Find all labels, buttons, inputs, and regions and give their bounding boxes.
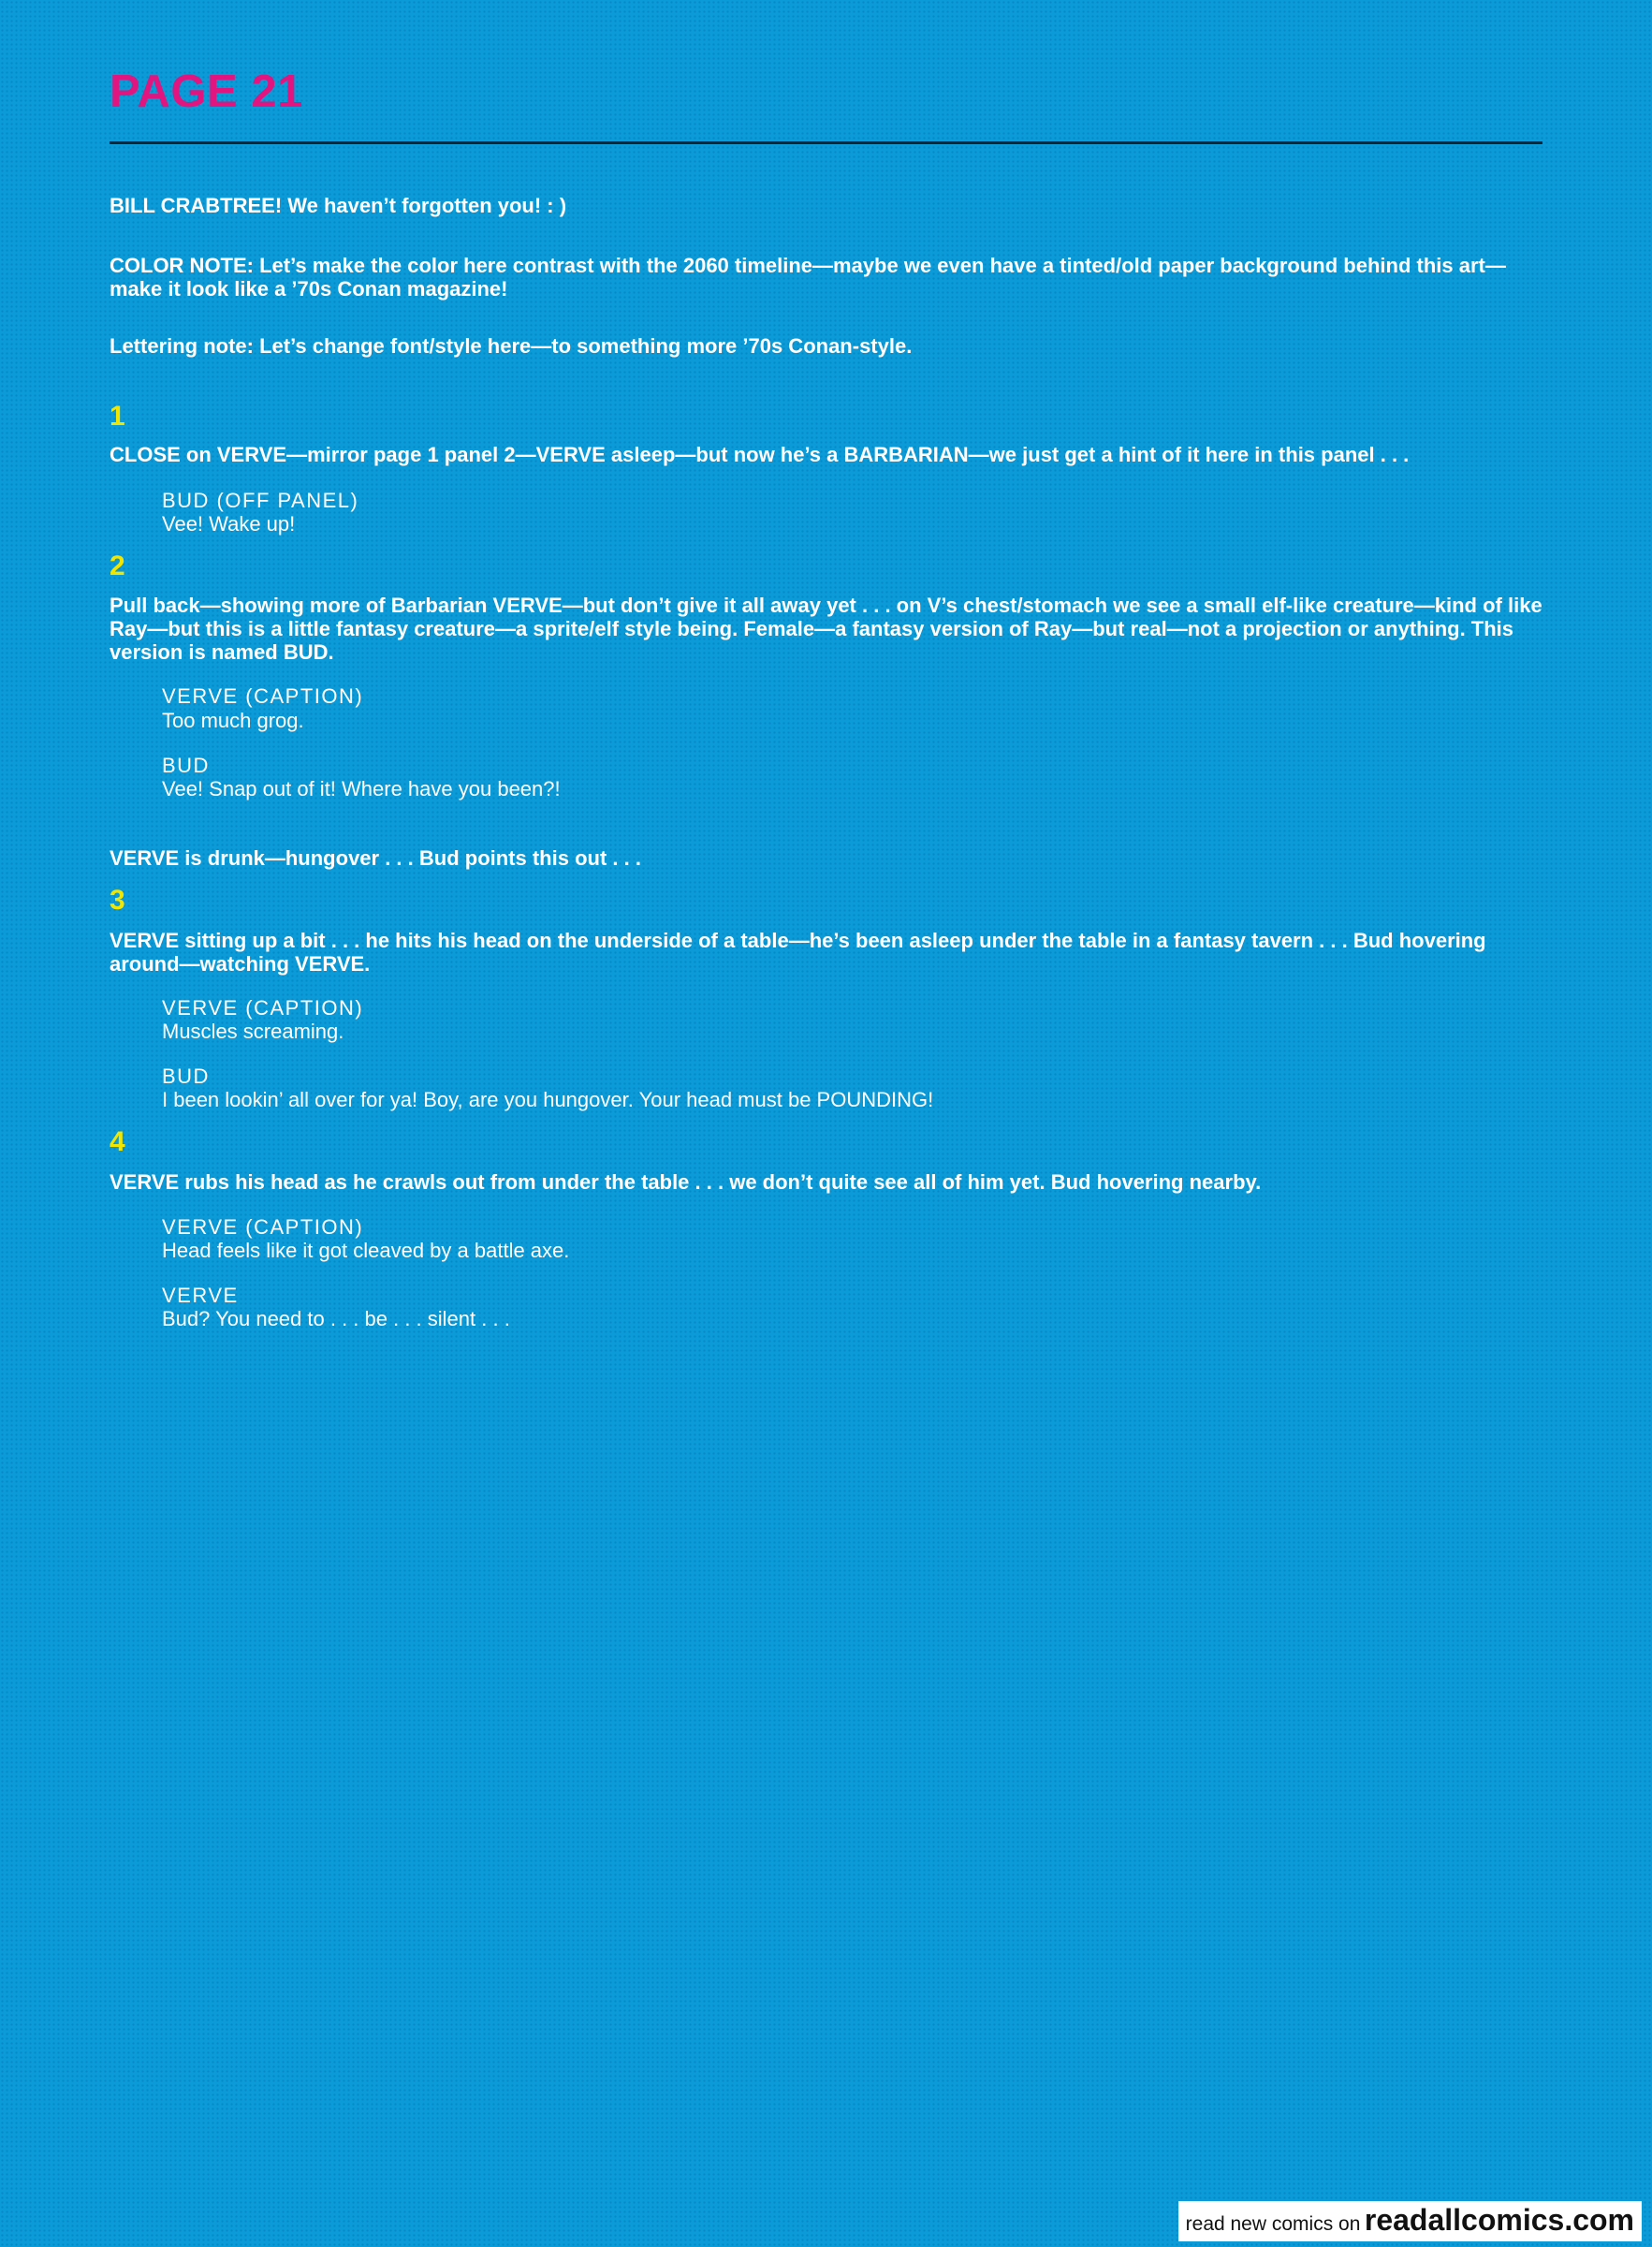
panel-3-description: VERVE sitting up a bit . . . he hits his head on the underside of a table—he’s been asleep under the table in a fantasy tavern . . . Bud hovering around—watching VERVE. bbox=[110, 929, 1486, 976]
panel-4-speaker-2: VERVE bbox=[162, 1284, 239, 1307]
panel-3-line-2: I been lookin’ all over for ya! Boy, are you hungover. Your head must be POUNDING! bbox=[162, 1088, 934, 1111]
panel-4-description: VERVE rubs his head as he crawls out from under the table . . . we don’t quite see all of him yet. Bud hovering nearby. bbox=[110, 1170, 1262, 1194]
panel-3-speaker-1: VERVE (CAPTION) bbox=[162, 996, 364, 1020]
note-color: COLOR NOTE: Let’s make the color here contrast with the 2060 timeline—maybe we even have a tinted/old paper background behind this art—make it look like a ’70s Conan magazine! bbox=[110, 254, 1506, 301]
panel-2-speaker-1: VERVE (CAPTION) bbox=[162, 684, 364, 708]
panel-1-description: CLOSE on VERVE—mirror page 1 panel 2—VERVE asleep—but now he’s a BARBARIAN—we just get a hint of it here in this panel . . . bbox=[110, 443, 1410, 466]
watermark-footer bbox=[1178, 2201, 1642, 2241]
note-lettering: Lettering note: Let’s change font/style here—to something more ’70s Conan-style. bbox=[110, 334, 913, 358]
panel-number-2: 2 bbox=[110, 551, 125, 581]
panel-4-line-2: Bud? You need to . . . be . . . silent . . . bbox=[162, 1307, 510, 1330]
panel-3-line-1: Muscles screaming. bbox=[162, 1020, 344, 1043]
page-title: PAGE 21 bbox=[110, 66, 303, 117]
title-divider bbox=[110, 141, 1542, 144]
panel-2-line-1: Too much grog. bbox=[162, 709, 304, 732]
panel-4-speaker-1: VERVE (CAPTION) bbox=[162, 1215, 364, 1239]
panel-2-description: Pull back—showing more of Barbarian VERVE—but don’t give it all away yet . . . on V’s chest/stomach we see a small elf-like creature—kind of like Ray—but this is a little fantasy creature—a sprite/elf style being. Female—a fantasy version of Ray—but real—not a projection or anything. This version is named BUD. bbox=[110, 594, 1542, 664]
panel-2-line-2: Vee! Snap out of it! Where have you been?! bbox=[162, 777, 561, 800]
panel-1-speaker-1: BUD (OFF PANEL) bbox=[162, 489, 359, 512]
footer-site-link[interactable]: readallcomics.com bbox=[1364, 2203, 1634, 2237]
panel-3-speaker-2: BUD bbox=[162, 1065, 210, 1088]
panel-4-line-1: Head feels like it got cleaved by a battle axe. bbox=[162, 1239, 570, 1262]
panel-number-3: 3 bbox=[110, 885, 125, 916]
footer-prefix: read new comics on bbox=[1185, 2213, 1361, 2235]
panel-2-after-note: VERVE is drunk—hungover . . . Bud points this out . . . bbox=[110, 846, 641, 870]
note-crabtree: BILL CRABTREE! We haven’t forgotten you! : ) bbox=[110, 194, 567, 217]
panel-1-line-1: Vee! Wake up! bbox=[162, 512, 296, 536]
panel-number-1: 1 bbox=[110, 401, 125, 432]
panel-2-speaker-2: BUD bbox=[162, 754, 210, 777]
panel-number-4: 4 bbox=[110, 1126, 125, 1157]
